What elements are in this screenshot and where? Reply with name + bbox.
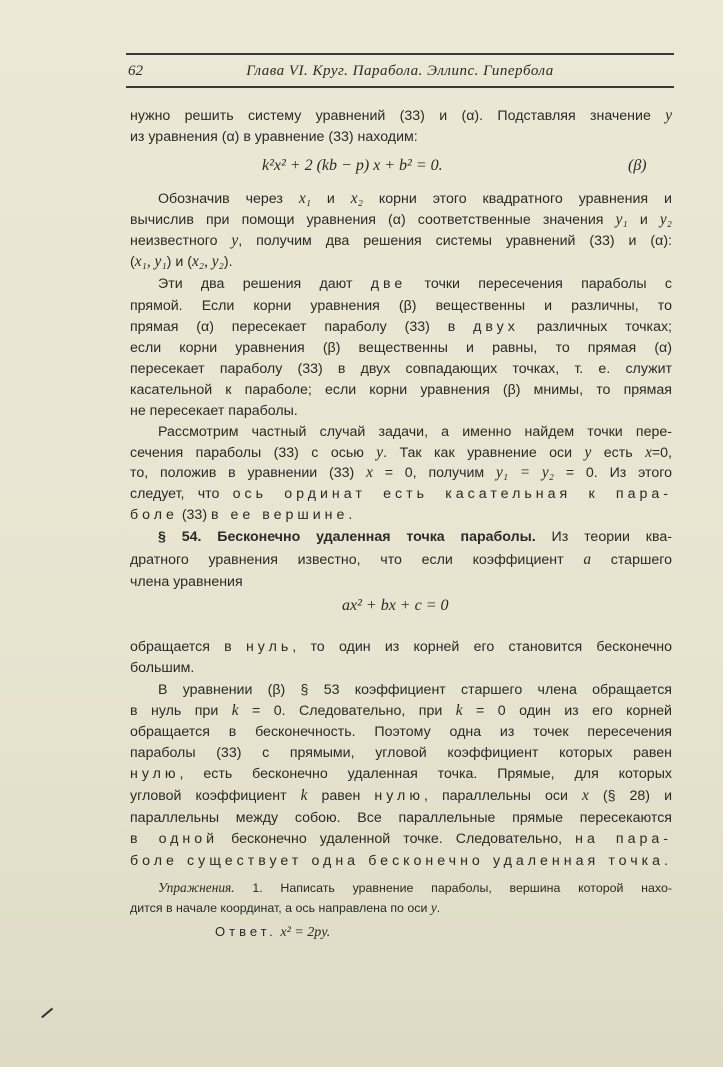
text-segment: . <box>436 901 441 915</box>
emphasis-text: в одной <box>130 831 219 847</box>
text-line <box>130 723 672 741</box>
text-line <box>130 297 672 315</box>
math-symbol: x <box>366 464 373 481</box>
text-segment: В уравнении (β) § 53 коэффициент старшего члена обращается <box>158 682 672 698</box>
text-line <box>130 211 672 229</box>
text-line <box>130 232 672 250</box>
emphasis-text: боле <box>130 507 178 523</box>
text-segment: различных точках; <box>518 319 672 335</box>
math-symbol: x₁ <box>298 190 311 207</box>
text-segment: 1. Написать уравнение параболы, вершина которой нахо- <box>234 881 672 895</box>
text-segment: равен <box>307 788 375 804</box>
text-line <box>130 444 672 462</box>
text-line <box>130 464 672 482</box>
text-segment: неизвестного <box>130 233 232 249</box>
text-segment: Обозначив через <box>158 191 299 207</box>
text-segment: старшего <box>591 552 672 568</box>
math-symbol: k <box>300 787 308 804</box>
text-segment: не пересекает параболы. <box>130 403 298 419</box>
text-segment: ) и ( <box>166 254 192 270</box>
emphasis-text: на пара- <box>575 831 672 847</box>
running-header <box>128 63 672 83</box>
page-number: 62 <box>128 63 143 79</box>
text-segment: = 0. Следовательно, при <box>238 703 456 719</box>
text-segment: в нуль при <box>130 703 232 719</box>
math-symbol: y <box>430 900 437 915</box>
text-segment: касательной к параболе; если корни уравнения (β) мнимы, то прямая <box>130 382 672 398</box>
text-segment: , есть бесконечно удаленная точка. Прямые, для которых <box>179 766 672 782</box>
text-segment: члена уравнения <box>130 574 243 590</box>
math-symbol: y₂ <box>659 211 672 228</box>
text-segment: прямой. Если корни уравнения (β) вещественны и различны, то <box>130 298 672 314</box>
emphasis-text: две <box>370 276 407 292</box>
text-segment: , то один из корней его становится бесконечно <box>292 639 672 655</box>
text-segment: корни этого квадратного уравнения и <box>362 191 672 207</box>
text-line <box>130 765 672 783</box>
text-segment: большим. <box>130 660 195 676</box>
formula-beta-label: (β) <box>628 157 647 174</box>
text-line <box>130 318 672 336</box>
text-line <box>130 402 672 420</box>
text-segment: если корни уравнения (β) вещественны и равны, то прямая (α) <box>130 340 672 356</box>
text-segment: следует, что <box>130 486 233 502</box>
text-segment: пересекает параболу (33) в двух совпадающих точках, т. е. служит <box>130 361 672 377</box>
text-segment: = 0. Из этого <box>554 465 672 481</box>
math-symbol: k <box>455 702 463 719</box>
text-line <box>130 339 672 357</box>
text-line <box>130 506 672 524</box>
text-segment: , получим два решения системы уравнений (33) и (α): <box>238 233 672 249</box>
math-symbol: x <box>645 444 652 461</box>
emphasis-text: в ее вершине. <box>211 507 357 523</box>
pen-mark <box>41 1008 53 1018</box>
text-line <box>130 809 672 827</box>
text-segment: и <box>627 212 660 228</box>
text-line <box>130 190 672 208</box>
math-symbol: y₁ = y₂ <box>495 464 554 481</box>
text-segment: (§ 28) и <box>588 788 672 804</box>
text-segment: обращается в бесконечность. Поэтому одна из точек пересечения <box>130 724 672 740</box>
text-segment: параболы (33) с прямыми, угловой коэффициент которых равен <box>130 745 672 761</box>
text-segment: обращается в <box>130 639 246 655</box>
math-symbol: y <box>665 107 672 124</box>
text-line <box>130 423 672 441</box>
text-segment: из уравнения (α) в уравнение (33) находим: <box>130 129 418 145</box>
math-symbol: x₂ <box>350 190 363 207</box>
math-symbol: y <box>376 444 384 461</box>
text-segment: прямая (α) пересекает параболу (33) в <box>130 319 474 335</box>
text-segment: Рассмотрим частный случай задачи, а именно найдем точки пере- <box>158 424 672 440</box>
emphasis-text: боле существует одна бесконечно удаленная точка. <box>130 853 672 869</box>
text-segment: то, положив в уравнении (33) <box>130 465 367 481</box>
text-segment: Из теории ква- <box>535 529 672 545</box>
text-segment: есть <box>591 445 646 461</box>
math-symbol: k <box>231 702 239 719</box>
text-line <box>130 852 672 870</box>
text-line <box>130 702 672 720</box>
text-line <box>130 551 672 569</box>
text-line <box>130 107 672 125</box>
emphasis-text: нуль <box>245 639 293 655</box>
math-symbol: x₁, y₁ <box>134 253 167 270</box>
math-symbol: x₂, y₂ <box>191 253 224 270</box>
math-symbol: x <box>582 787 589 804</box>
math-symbol: y <box>231 232 239 249</box>
text-line <box>130 275 672 293</box>
text-segment: и <box>310 191 351 207</box>
text-line <box>130 485 672 503</box>
text-segment: вычислив при помощи уравнения (α) соответственные значения <box>130 212 616 228</box>
text-segment: точки пересечения параболы с <box>406 276 672 292</box>
header-rule <box>126 86 674 88</box>
emphasis-text: двух <box>473 319 519 335</box>
text-line <box>130 787 672 805</box>
text-segment: бесконечно удаленной точке. Следовательно, <box>218 831 576 847</box>
text-line <box>130 573 672 591</box>
section-heading: § 54. Бесконечно удаленная точка параболы. <box>158 529 536 545</box>
text-segment: = 0 один из его корней <box>462 703 672 719</box>
text-segment: сечения параболы (33) с осью <box>130 445 377 461</box>
text-segment: нужно решить систему уравнений (33) и (α). Подставляя значение <box>130 108 666 124</box>
text-line <box>130 128 672 146</box>
exercise-answer <box>215 924 330 941</box>
formula-beta: k²x² + 2 (kb − p) x + b² = 0. <box>262 157 443 174</box>
running-title: Глава VI. Круг. Парабола. Эллипс. Гипербола <box>246 63 554 79</box>
emphasis-text: ось ординат есть касательная к пара- <box>232 486 672 502</box>
math-symbol: y₁ <box>615 211 628 228</box>
text-line <box>130 360 672 378</box>
text-line <box>130 681 672 699</box>
text-segment: ). <box>223 254 233 270</box>
text-segment: дится в начале координат, а ось направлена по оси <box>130 901 431 915</box>
answer-formula: x² = 2py. <box>280 924 331 940</box>
math-symbol: Упражнения. <box>158 880 235 895</box>
formula-quadratic: ax² + bx + c = 0 <box>342 597 449 614</box>
text-segment: =0, <box>651 445 672 461</box>
text-line <box>130 879 672 897</box>
math-symbol: a <box>583 551 592 568</box>
emphasis-text: нулю <box>130 766 180 782</box>
text-segment: . Так как уравнение оси <box>383 445 585 461</box>
text-line <box>130 744 672 762</box>
text-line <box>130 659 672 677</box>
text-line <box>130 528 672 546</box>
answer-label: Ответ. <box>215 924 277 939</box>
text-line <box>130 253 672 271</box>
top-rule <box>126 53 674 55</box>
text-line <box>130 830 672 848</box>
text-segment: Эти два решения дают <box>158 276 371 292</box>
emphasis-text: нулю <box>374 788 424 804</box>
text-segment: параллельны между собою. Все параллельные прямые пересекаются <box>130 810 672 826</box>
text-line <box>130 381 672 399</box>
text-segment: угловой коэффициент <box>130 788 301 804</box>
text-segment: ( <box>130 254 135 270</box>
math-symbol: y <box>584 444 592 461</box>
text-segment: = 0, получим <box>372 465 496 481</box>
text-segment: дратного уравнения известно, что если коэффициент <box>130 552 584 568</box>
text-segment: , параллельны оси <box>423 788 582 804</box>
text-line <box>130 899 672 917</box>
text-segment: (33) <box>177 507 211 523</box>
text-line <box>130 638 672 656</box>
